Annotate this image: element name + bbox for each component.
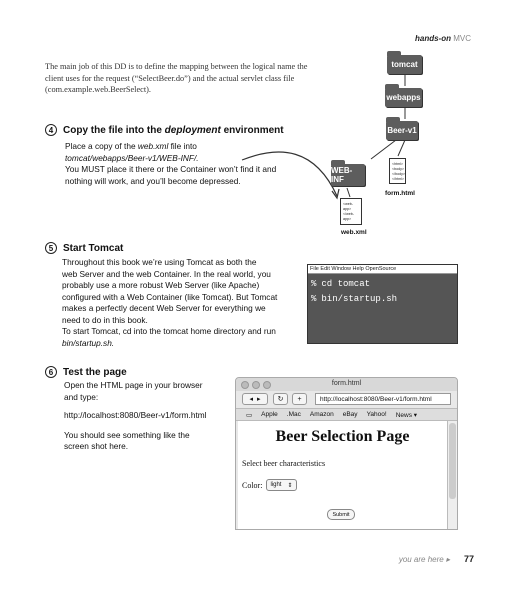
- plus-icon: +: [297, 395, 302, 403]
- back-forward-buttons[interactable]: [242, 393, 268, 405]
- you-are-here: [399, 555, 450, 564]
- back-arrow-icon[interactable]: ◂: [249, 396, 253, 403]
- step-5-command: bin/startup.sh.: [62, 337, 115, 348]
- step-6-line: Open the HTML page in your browser: [64, 380, 203, 390]
- color-row: [242, 479, 297, 491]
- step-6-heading: [45, 366, 127, 378]
- terminal-command: cd tomcat: [321, 279, 371, 289]
- submit-button[interactable]: [327, 509, 355, 520]
- terminal-menu-window[interactable]: Window: [331, 266, 351, 272]
- step-6-title: Test the page: [63, 366, 127, 378]
- terminal-line: [311, 279, 457, 289]
- form-html-line: <html>: [392, 162, 403, 166]
- step-4-title-pre: Copy the file into the: [63, 124, 165, 136]
- step-5-line: configured with a Web Container (like Tomcat). But Tomcat: [62, 291, 278, 302]
- folder-webapps: [385, 88, 422, 107]
- step-4-text: Place a copy of the: [65, 141, 138, 151]
- web-xml-file-icon: [340, 198, 362, 225]
- reload-button[interactable]: [273, 393, 288, 405]
- step-5-line: probably use a more robust Web Server (like Apache): [62, 280, 260, 290]
- folder-tomcat: [387, 55, 422, 74]
- color-label: Color:: [242, 480, 263, 490]
- bookmarks-book-icon[interactable]: ▭: [246, 411, 253, 419]
- step-4-line: You MUST place it there or the Container won’t find it and: [65, 164, 277, 174]
- step-5-line: Throughout this book we’re using Tomcat as both the: [62, 257, 257, 267]
- intro-paragraph: The main job of this DD is to define the mapping between the logical name the client uses for the request (“SelectBeer.do”) and the actual servlet class file (com.example.web.BeerSelect).: [45, 62, 308, 94]
- step-4-title-emphasis: deployment: [164, 124, 221, 136]
- terminal-prompt: %: [311, 294, 317, 304]
- step-4-line: [65, 141, 295, 153]
- step-5-body: [62, 257, 302, 349]
- page-number: 77: [463, 554, 474, 564]
- address-bar[interactable]: http://localhost:8080/Beer-v1/form.html: [315, 393, 451, 405]
- color-select-value: light: [270, 482, 282, 488]
- step-6-body: [64, 380, 229, 453]
- bookmark-yahoo[interactable]: Yahoo!: [366, 411, 387, 418]
- folder-beer-v1-label: Beer-v1: [387, 126, 417, 135]
- terminal-command: bin/startup.sh: [321, 294, 398, 304]
- running-head-prefix: hands-on: [414, 34, 451, 43]
- step-4-title: [63, 125, 284, 136]
- step-5-line: web Server and the web Container. In the real world, you: [62, 268, 271, 279]
- terminal-menu-file[interactable]: File: [310, 266, 319, 272]
- step-4-line: nothing will work, and you’ll become depressed.: [65, 175, 241, 186]
- step-5-line: makes a perfectly decent Web Server for everything we: [62, 303, 266, 313]
- folder-tomcat-label: tomcat: [391, 60, 418, 69]
- terminal-menu-opensource[interactable]: OpenSource: [365, 266, 397, 272]
- terminal-menu-edit[interactable]: Edit: [320, 266, 330, 272]
- arrow-right-icon: ▸: [445, 554, 450, 564]
- page-footer: [399, 554, 474, 564]
- step-5-line: To start Tomcat, cd into the tomcat home directory and run: [62, 326, 276, 336]
- bookmark-mac[interactable]: .Mac: [286, 411, 301, 418]
- browser-title: form.html: [331, 380, 362, 387]
- bookmark-amazon[interactable]: Amazon: [309, 411, 334, 418]
- add-bookmark-button[interactable]: [292, 393, 307, 405]
- terminal-line: [311, 294, 457, 304]
- step-4-text: file into: [168, 141, 197, 151]
- select-arrows-icon: ⇕: [287, 482, 293, 489]
- step-5-line: need to do in this book.: [62, 314, 148, 325]
- bookmark-news[interactable]: News ▾: [395, 411, 418, 419]
- reload-icon: ↻: [277, 396, 284, 403]
- browser-titlebar: [236, 378, 457, 391]
- folder-webapps-label: webapps: [386, 93, 421, 102]
- form-html-line: <body>: [392, 167, 404, 171]
- vertical-scrollbar[interactable]: [447, 421, 457, 529]
- step-6-line: screen shot here.: [64, 441, 129, 451]
- folder-beer-v1: [386, 121, 418, 140]
- browser-window: [235, 377, 458, 530]
- browser-toolbar: [236, 391, 457, 408]
- running-head-suffix: MVC: [453, 34, 471, 43]
- bookmark-apple[interactable]: Apple: [261, 411, 278, 418]
- web-xml-label: web.xml: [341, 229, 367, 236]
- bookmark-ebay[interactable]: eBay: [342, 411, 358, 418]
- step-5-number: 5: [45, 242, 57, 254]
- form-html-label: form.html: [385, 190, 415, 197]
- step-4-number: 4: [45, 124, 57, 136]
- step-6-url: http://localhost:8080/Beer-v1/form.html: [64, 410, 207, 420]
- form-html-line: </html>: [392, 177, 404, 181]
- terminal-window: [307, 264, 458, 344]
- step-4-title-post: environment: [220, 124, 284, 136]
- bookmarks-bar: [236, 408, 457, 421]
- footer-text: you are here: [398, 554, 444, 564]
- step-4-path: tomcat/webapps/Beer-v1/WEB-INF/.: [65, 152, 199, 163]
- scroll-thumb[interactable]: [449, 423, 456, 499]
- page-instruction: Select beer characteristics: [242, 459, 326, 468]
- step-6-line: You should see something like the: [64, 429, 190, 440]
- terminal-prompt: %: [311, 279, 317, 289]
- browser-page: [238, 421, 447, 529]
- terminal-menubar: [308, 265, 457, 274]
- web-xml-line: </web-app>: [343, 212, 354, 221]
- step-5-title: Start Tomcat: [63, 242, 124, 254]
- terminal-menu-help[interactable]: Help: [352, 266, 364, 272]
- step-6-number: 6: [45, 366, 57, 378]
- step-4-heading: [45, 124, 284, 136]
- folder-web-inf-label: WEB-INF: [331, 166, 353, 184]
- form-html-line: </body>: [392, 172, 405, 176]
- folder-web-inf: [331, 164, 365, 186]
- color-select[interactable]: [266, 479, 296, 491]
- web-xml-line: <web-app>: [343, 202, 353, 211]
- page-heading: Beer Selection Page: [275, 428, 410, 445]
- submit-label: Submit: [332, 511, 350, 518]
- form-html-file-icon: [389, 158, 406, 184]
- step-4-text: web.xml: [137, 141, 169, 151]
- step-6-line: and type:: [64, 391, 99, 402]
- step-4-body: [65, 141, 295, 187]
- step-5-line: [62, 338, 302, 350]
- forward-arrow-icon[interactable]: ▸: [257, 396, 261, 403]
- step-5-heading: [45, 242, 123, 254]
- step-4-line: [65, 153, 295, 165]
